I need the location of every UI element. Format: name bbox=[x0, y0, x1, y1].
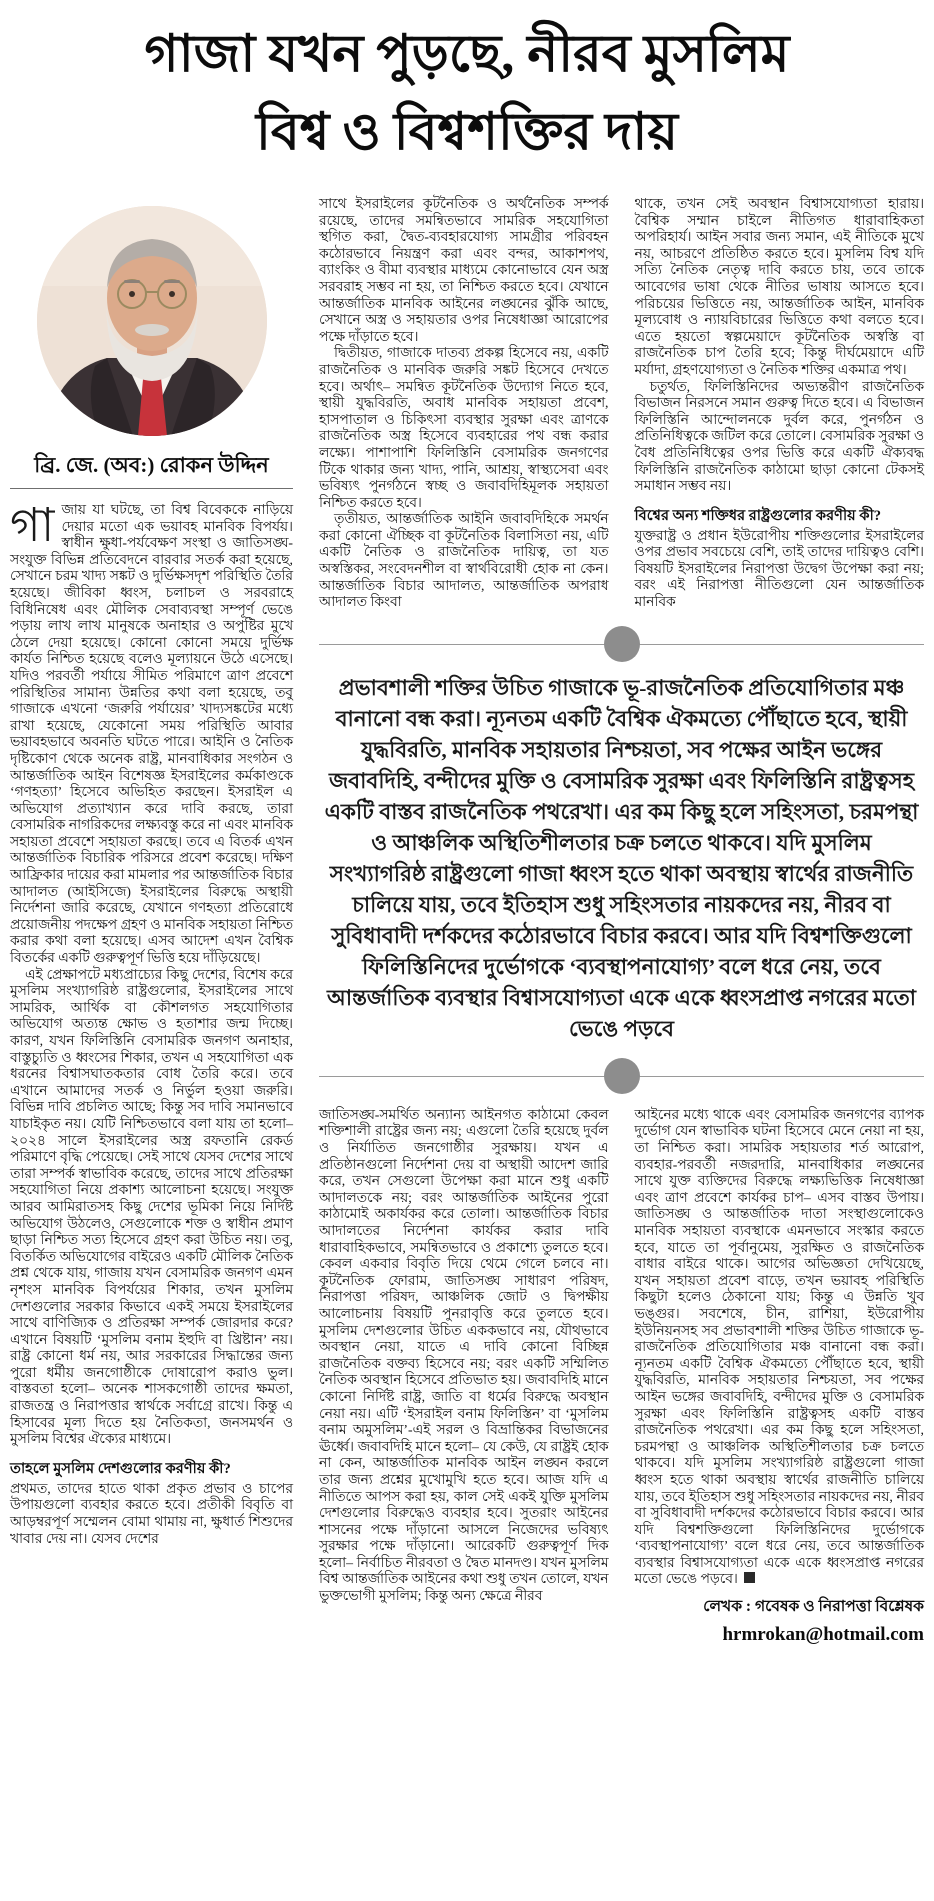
paragraph: সাথে ইসরাইলের কূটনৈতিক ও অর্থনৈতিক সম্পর্ক রয়েছে, তাদের সমন্বিতভাবে সামরিক সহযোগিতা স্থগিত করা, দ্বৈত-ব্যবহারযোগ্য সামগ্রীর পরিবহন কঠোরভাবে নিয়ন্ত্রণ করা এবং বন্দর, আকাশপথ, ব্যাংকিং ও বীমা ব্যবস্থার মাধ্যমে কোনোভাবে যেন অস্ত্র সরবরাহ সম্ভব না হয়, তা নিশ্চিত করতে হবে। যেখানে আন্তর্জাতিক মানবিক আইনের লঙ্ঘনের ঝুঁকি আছে, সেখানে অস্ত্র ও সহায়তার ওপর নিষেধাজ্ঞা আরোপের পক্ষে দাঁড়াতে হবে। bbox=[319, 196, 609, 344]
author-name: ব্রি. জে. (অব:) রোকন উদ্দিন bbox=[34, 453, 269, 477]
pull-quote-divider-top bbox=[319, 627, 924, 661]
paragraph: চতুর্থত, ফিলিস্তিনিদের অভ্যন্তরীণ রাজনৈতিক বিভাজন নিরসনে সমান গুরুত্ব দিতে হবে। এ বিভাজন ফিলিস্তিনি আন্দোলনকে দুর্বল করে, পুনর্গঠন ও প্রতিনিধিত্বকে জটিল করে তোলে। বেসামরিক সুরক্ষা ও বৈধ প্রতিনিধিত্বের ওপর ভিত্তি করে একটি ঐক্যবদ্ধ ফিলিস্তিনি রাজনৈতিক কাঠামো ছাড়া কোনো টেকসই সমাধান সম্ভব নয়। bbox=[634, 378, 924, 494]
divider-dot-icon bbox=[604, 626, 640, 662]
paragraph: এই প্রেক্ষাপটে মধ্যপ্রাচ্যের কিছু দেশের, বিশেষ করে মুসলিম সংখ্যাগরিষ্ঠ রাষ্ট্রগুলোর, ইসরাইলের সাথে সামরিক, আর্থিক বা কৌশলগত সহযোগিতার অভিযোগ অত্যন্ত ক্ষোভ ও হতাশার জন্ম দিচ্ছে। কারণ, যখন ফিলিস্তিনি বেসামরিক জনগণ অনাহার, বাস্তুচ্যুতি ও ধ্বংসের শিকার, তখন এ সহযোগিতা এক ধরনের বিশ্বাসঘাতকতার বোধ তৈরি করে। তবে এখানে আমাদের সতর্ক ও নির্ভুল হওয়া জরুরি। বিভিন্ন দাবি প্রচলিত আছে; কিন্তু সব দাবি সমানভাবে যাচাইকৃত নয়। যেটি নিশ্চিতভাবে বলা যায় তা হলো– ২০২৪ সালে ইসরাইলের অস্ত্র রফতানি রেকর্ড পরিমাণে বৃদ্ধি পেয়েছে। সেই সাথে যেসব দেশের সাথে তারা সম্পর্ক স্বাভাবিক করেছে, তাদের সাথে প্রতিরক্ষা সহযোগিতা নিয়ে প্রকাশ্য আলোচনা হয়েছে। সংযুক্ত আরব আমিরাতসহ কিছু দেশের ভূমিকা নিয়ে নির্দিষ্ট অভিযোগ উঠলেও, সেগুলোকে শক্ত ও স্বাধীন প্রমাণ ছাড়া নিশ্চিত সত্য হিসেবে গ্রহণ করা উচিত নয়। তবু, বিতর্কিত অভিযোগের বাইরেও একটি মৌলিক নৈতিক প্রশ্ন থেকে যায়, গাজায় যখন বেসামরিক জনগণ এমন নৃশংস মানবিক বিপর্যয়ের শিকার, তখন মুসলিম দেশগুলোর সরকার কিভাবে একই সময়ে ইসরাইলের সাথে বাণিজ্যিক ও প্রতিরক্ষা সম্পর্ক জোরদার করে? এখানে বিষয়টি ‘মুসলিম বনাম ইহুদি বা খ্রিষ্টান’ নয়। রাষ্ট্র কোনো ধর্ম নয়, আর সরকারের সিদ্ধান্তের জন্য পুরো ধর্মীয় জনগোষ্ঠীকে দোষারোপ করাও ভুল। বাস্তবতা হলো– অনেক শাসকগোষ্ঠী তাদের ক্ষমতা, রাজতন্ত্র ও নিরাপত্তার স্বার্থকে সর্বাগ্রে রাখে। কিন্তু এ হিসাবের মূল্য দিতে হয় নৈতিকতা, জনসমর্থন ও মুসলিম বিশ্বের ঐক্যের মাধ্যমে। bbox=[10, 966, 293, 1447]
end-of-article-square-icon bbox=[744, 1572, 755, 1583]
drop-cap: গা bbox=[10, 500, 55, 552]
author-credit: লেখক : গবেষক ও নিরাপত্তা বিশ্লেষক bbox=[703, 1598, 924, 1616]
paragraph-lead-text: জায় যা ঘটছে, তা বিশ্ব বিবেককে নাড়িয়ে দেয়ার মতো এক ভয়াবহ মানবিক বিপর্যয়। স্বাধীন ক্ষুধা-পর্যবেক্ষণ সংস্থা ও জাতিসঙ্ঘ-সংযুক্ত বিভিন্ন প্রতিবেদনে বারবার সতর্ক করা হয়েছে, সেখানে চরম খাদ্য সঙ্কট ও দুর্ভিক্ষসদৃশ পরিস্থিতি তৈরি হয়েছে। জীবিকা ধ্বংস, চলাচল ও সরবরাহে বিধিনিষেধ এবং মৌলিক সেবাব্যবস্থা সম্পূর্ণ ভেঙে পড়ায় লাখ লাখ মানুষকে অনাহার ও অপুষ্টির মুখে ঠেলে দেয়া হয়েছে। কোনো কোনো সময়ে দুর্ভিক্ষ কার্যত নিশ্চিত হয়েছে বলেও মূল্যায়নে উঠে এসেছে। যদিও পরবর্তী পর্যায়ে সীমিত পরিমাণে ত্রাণ প্রবেশে পরিস্থিতির সামান্য উন্নতির কথা বলা হয়েছে, তবু গাজাকে এখনো ‘জরুরি পর্যায়ের’ খাদ্যসঙ্কটের মধ্যে রাখা হয়েছে, যেকোনো সময় পরিস্থিতি আবার ভয়াবহভাবে অবনতি ঘটতে পারে। আইনি ও নৈতিক দৃষ্টিকোণ থেকে অনেক রাষ্ট্র, মানবাধিকার সংগঠন ও আন্তর্জাতিক আইন বিশেষজ্ঞ ইসরাইলের কর্মকাণ্ডকে ‘গণহত্যা’ হিসেবে অভিহিত করছেন। ইসরাইল এ অভিযোগ প্রত্যাখ্যান করে দাবি করছে, তারা বেসামরিক নাগরিকদের লক্ষ্যবস্তু করে না এবং মানবিক সহায়তা প্রবেশে সহায়তা করছে। তবে এ বিতর্ক এখন আন্তর্জাতিক বিচারিক পরিসরে প্রবেশ করেছে। দক্ষিণ আফ্রিকার দায়ের করা মামলার পর আন্তর্জাতিক বিচার আদালত (আইসিজে) ইসরাইলের বিরুদ্ধে অস্থায়ী নির্দেশনা জারি করেছে, যেখানে গণহত্যা প্রতিরোধে প্রয়োজনীয় পদক্ষেপ গ্রহণ ও মানবিক সহায়তা নিশ্চিত করার কথা বলা হয়েছে। এসব আদেশ এখন বৈশ্বিক বিতর্কের একটি গুরুত্বপূর্ণ ভিত্তি হয়ে দাঁড়িয়েছে। bbox=[10, 502, 293, 966]
author-portrait-illustration bbox=[37, 206, 267, 436]
article-column-1 bbox=[10, 196, 293, 1547]
paragraph: যুক্তরাষ্ট্র ও প্রধান ইউরোপীয় শক্তিগুলোর ইসরাইলের ওপর প্রভাব সবচেয়ে বেশি, তাই তাদের দায়িত্বও বেশি। বিষয়টি ইসরাইলের নিরাপত্তা উদ্বেগ উপেক্ষা করা নয়; বরং এই নিরাপত্তা নীতিগুলো যেন আন্তর্জাতিক মানবিক bbox=[634, 527, 924, 610]
headline-line-2: বিশ্ব ও বিশ্বশক্তির দায় bbox=[255, 104, 679, 161]
columns-top-row bbox=[319, 196, 924, 611]
pull-quote-text: প্রভাবশালী শক্তির উচিত গাজাকে ভূ-রাজনৈতিক প্রতিযোগিতার মঞ্চ বানানো বন্ধ করা। ন্যূনতম একটি বৈশ্বিক ঐকমত্যে পৌঁছাতে হবে, স্থায়ী যুদ্ধবিরতি, মানবিক সহায়তার নিশ্চয়তা, সব পক্ষের আইন ভঙ্গের জবাবদিহি, বন্দীদের মুক্তি ও বেসামরিক সুরক্ষা এবং ফিলিস্তিনি রাষ্ট্রত্বসহ একটি বাস্তব রাজনৈতিক পথরেখা। এর কম কিছু হলে সহিংসতা, চরমপন্থা ও আঞ্চলিক অস্থিতিশীলতার চক্র চলতে থাকবে। যদি মুসলিম সংখ্যাগরিষ্ঠ রাষ্ট্রগুলো গাজা ধ্বংস হতে থাকা অবস্থায় স্বার্থের রাজনীতি চালিয়ে যায়, তবে ইতিহাস শুধু সহিংসতার নায়কদের নয়, নীরব বা সুবিধাবাদী দর্শকদের কঠোরভাবে বিচার করবে। আর যদি বিশ্বশক্তিগুলো ফিলিস্তিনিদের দুর্ভোগকে ‘ব্যবস্থাপনাযোগ্য’ বলে ধরে নেয়, তবে আন্তর্জাতিক ব্যবস্থার বিশ্বাসযোগ্যতা একে একে ধ্বংসপ্রাপ্ত নগরের মতো ভেঙে পড়বে bbox=[324, 675, 919, 1041]
paragraph: প্রথমত, তাদের হাতে থাকা প্রকৃত প্রভাব ও চাপের উপায়গুলো ব্যবহার করতে হবে। প্রতীকী বিবৃতি বা আড়ম্বরপূর্ণ সম্মেলন বোমা থামায় না, ক্ষুধার্ত শিশুদের খাবার দেয় না। যেসব দেশের bbox=[10, 1480, 293, 1546]
article-column-3-top bbox=[635, 196, 925, 611]
paragraph-closing bbox=[635, 1107, 925, 1588]
author-photo bbox=[37, 206, 267, 436]
article-body bbox=[10, 196, 924, 1646]
author-email[interactable]: hrmrokan@hotmail.com bbox=[722, 1624, 924, 1646]
author-divider bbox=[10, 488, 293, 489]
article-right-area bbox=[319, 196, 924, 1646]
section-subhead-world-powers: বিশ্বের অন্য শক্তিধর রাষ্ট্রগুলোর করণীয় কী? bbox=[634, 507, 882, 524]
article-headline bbox=[10, 16, 924, 172]
article-column-2-top bbox=[319, 196, 609, 611]
pull-quote-block bbox=[319, 627, 924, 1093]
headline-line-1: গাজা যখন পুড়ছে, নীরব মুসলিম bbox=[144, 26, 790, 83]
paragraph: থাকে, তখন সেই অবস্থান বিশ্বাসযোগ্যতা হারায়। বৈশ্বিক সম্মান চাইলে নীতিগত ধারাবাহিকতা অপরিহার্য। আইন সবার জন্য সমান, এই নীতিকে মুখে নয়, আচরণে প্রতিষ্ঠিত করতে হবে। মুসলিম বিশ্ব যদি সত্যি নৈতিক নেতৃত্ব দাবি করতে চায়, তবে তাকে আবেগের ভাষা থেকে নীতির ভাষায় আসতে হবে। পরিচয়ের ভিত্তিতে নয়, আন্তর্জাতিক আইন, মানবিক মূল্যবোধ ও ন্যায়বিচারের ভিত্তিতে কথা বলতে হবে। এতে হয়তো স্বল্পমেয়াদে কূটনৈতিক অস্বস্তি বা রাজনৈতিক চাপ তৈরি হবে; কিন্তু দীর্ঘমেয়াদে এটি মর্যাদা, গ্রহণযোগ্যতা ও নৈতিক শক্তির একমাত্র পথ। bbox=[634, 196, 924, 377]
paragraph-closing-text: আইনের মধ্যে থাকে এবং বেসামরিক জনগণের ব্যাপক দুর্ভোগ যেন স্বাভাবিক ঘটনা হিসেবে মেনে নেয়া না হয়, তা নিশ্চিত করা। সামরিক সহায়তার শর্ত আরোপ, ব্যবহার-পরবর্তী নজরদারি, মানবাধিকার লঙ্ঘনের সাথে যুক্ত ব্যক্তিদের বিরুদ্ধে লক্ষ্যভিত্তিক নিষেধাজ্ঞা এবং ত্রাণ প্রবেশে কার্যকর চাপ– এসব বাস্তব উপায়। জাতিসঙ্ঘ ও আন্তর্জাতিক দাতা সংস্থাগুলোকেও মানবিক সহায়তা ব্যবস্থাকে এমনভাবে সংস্কার করতে হবে, যাতে তা পূর্বানুমেয়, সুরক্ষিত ও রাজনৈতিক বাধার বাইরে থাকে। আগের অভিজ্ঞতা দেখিয়েছে, যখন সহায়তা প্রবেশ বাড়ে, তখন ভয়াবহ পরিস্থিতি কিছুটা হলেও ঠেকানো যায়; কিন্তু এ উন্নতি খুব ভঙ্গুর। সবশেষে, চীন, রাশিয়া, ইউরোপীয় ইউনিয়নসহ সব প্রভাবশালী শক্তির উচিত গাজাকে ভূ-রাজনৈতিক প্রতিযোগিতার মঞ্চ বানানো বন্ধ করা। ন্যূনতম একটি বৈশ্বিক ঐকমত্যে পৌঁছাতে হবে, স্থায়ী যুদ্ধবিরতি, মানবিক সহায়তার নিশ্চয়তা, সব পক্ষের আইন ভঙ্গের জবাবদিহি, বন্দীদের মুক্তি ও বেসামরিক সুরক্ষা এবং ফিলিস্তিনি রাষ্ট্রত্বসহ একটি বাস্তব রাজনৈতিক পথরেখা। এর কম কিছু হলে সহিংসতা, চরমপন্থা ও আঞ্চলিক অস্থিতিশীলতার চক্র চলতে থাকবে। যদি মুসলিম সংখ্যাগরিষ্ঠ রাষ্ট্রগুলো গাজা ধ্বংস হতে থাকা অবস্থায় স্বার্থের রাজনীতি চালিয়ে যায়, তবে ইতিহাস শুধু সহিংসতার নায়কদের নয়, নীরব বা সুবিধাবাদী দর্শকদের কঠোরভাবে বিচার করবে। আর যদি বিশ্বশক্তিগুলো ফিলিস্তিনিদের দুর্ভোগকে ‘ব্যবস্থাপনাযোগ্য’ বলে ধরে নেয়, তবে আন্তর্জাতিক ব্যবস্থার বিশ্বাসযোগ্যতা একে একে ধ্বংসপ্রাপ্ত নগরের মতো ভেঙে পড়বে। bbox=[634, 1106, 924, 1587]
article-column-2-bottom bbox=[319, 1107, 609, 1646]
paragraph-lead bbox=[10, 502, 293, 967]
section-subhead-muslim-countries: তাহলে মুসলিম দেশগুলোর করণীয় কী? bbox=[10, 1460, 231, 1477]
paragraph: তৃতীয়ত, আন্তর্জাতিক আইনি জবাবদিহিকে সমর্থন করা কোনো ঐচ্ছিক বা কূটনৈতিক বিলাসিতা নয়, এটি একটি নৈতিক ও রাজনৈতিক দায়িত্ব, তা যত অস্বস্তিকর, সংবেদনশীল বা স্বার্থবিরোধী হোক না কেন। আন্তর্জাতিক বিচার আদালত, আন্তর্জাতিক অপরাধ আদালত কিংবা bbox=[319, 511, 609, 610]
paragraph: দ্বিতীয়ত, গাজাকে দাতব্য প্রকল্প হিসেবে নয়, একটি রাজনৈতিক ও মানবিক জরুরি সঙ্কট হিসেবে দেখতে হবে। অর্থাৎ– সমন্বিত কূটনৈতিক উদ্যোগ নিতে হবে, স্থায়ী যুদ্ধবিরতি, অবাধ মানবিক সহায়তা প্রবেশ, হাসপাতাল ও চিকিৎসা ব্যবস্থার সুরক্ষা এবং ত্রাণকে রাজনৈতিক অস্ত্র হিসেবে ব্যবহারের পথ বন্ধ করার লক্ষ্যে। পাশাপাশি ফিলিস্তিনি বেসামরিক জনগণের টিকে থাকার জন্য খাদ্য, পানি, আশ্রয়, স্বাস্থ্যসেবা এবং ভবিষ্যৎ পুনর্গঠনে স্বচ্ছ ও জবাবদিহিমূলক সহায়তা নিশ্চিত করতে হবে। bbox=[319, 345, 609, 510]
columns-bottom-row bbox=[319, 1107, 924, 1646]
article-column-3-bottom bbox=[635, 1107, 925, 1646]
paragraph: জাতিসঙ্ঘ-সমর্থিত অন্যান্য আইনগত কাঠামো কেবল শক্তিশালী রাষ্ট্রের জন্য নয়; এগুলো তৈরি হয়েছে দুর্বল ও নির্যাতিত জনগোষ্ঠীর সুরক্ষায়। যখন এ প্রতিষ্ঠানগুলো নির্দেশনা দেয় বা অস্থায়ী আদেশ জারি করে, তখন সেগুলো উপেক্ষা করা মানে শুধু একটি আদালতকে নয়; বরং আন্তর্জাতিক আইনের পুরো কাঠামোই অকার্যকর করে তোলা। আন্তর্জাতিক বিচার আদালতের নির্দেশনা কার্যকর করার দাবি ধারাবাহিকভাবে, সমন্বিতভাবে ও প্রকাশ্যে তুলতে হবে। কেবল একবার বিবৃতি দিয়ে থেমে গেলে চলবে না। কূটনৈতিক ফোরাম, জাতিসঙ্ঘ সাধারণ পরিষদ, নিরাপত্তা পরিষদ, আঞ্চলিক জোট ও দ্বিপক্ষীয় আলোচনায় বিষয়টি পুনরাবৃত্তি করে তুলতে হবে। মুসলিম দেশগুলোর উচিত এককভাবে নয়, যৌথভাবে অবস্থান নেয়া, যাতে এ দাবি কোনো বিচ্ছিন্ন রাজনৈতিক বক্তব্য হিসেবে নয়; বরং একটি সম্মিলিত নৈতিক অবস্থান হিসেবে প্রতিভাত হয়। জবাবদিহি মানে কোনো নির্দিষ্ট রাষ্ট্র, জাতি বা ধর্মের বিরুদ্ধে অবস্থান নেয়া নয়। এটি ‘ইসরাইল বনাম ফিলিস্তিন’ বা ‘মুসলিম বনাম অমুসলিম’-এই সরল ও বিভ্রান্তিকর বিভাজনের ঊর্ধ্বে। জবাবদিহি মানে হলো– যে কেউ, যে রাষ্ট্রই হোক না কেন, আন্তর্জাতিক মানবিক আইন লঙ্ঘন করলে তার জন্য প্রশ্নের মুখোমুখি হতে হবে। আজ যদি এ নীতিতে আপস করা হয়, কাল সেই একই যুক্তি মুসলিম দেশগুলোর বিরুদ্ধেও ব্যবহার হবে। সুতরাং আইনের শাসনের পক্ষে দাঁড়ানো আসলে নিজেদের ভবিষ্যৎ সুরক্ষার পক্ষে দাঁড়ানো। আরেকটি গুরুত্বপূর্ণ দিক হলো– নির্বাচিত নীরবতা ও দ্বৈত মানদণ্ড। যখন মুসলিম বিশ্ব আন্তর্জাতিক আইনের কথা শুধু তখন তোলে, যখন ভুক্তভোগী মুসলিম; কিন্তু অন্য ক্ষেত্রে নীরব bbox=[319, 1106, 609, 1604]
pull-quote-divider-bottom bbox=[319, 1059, 924, 1093]
divider-dot-icon bbox=[604, 1058, 640, 1094]
